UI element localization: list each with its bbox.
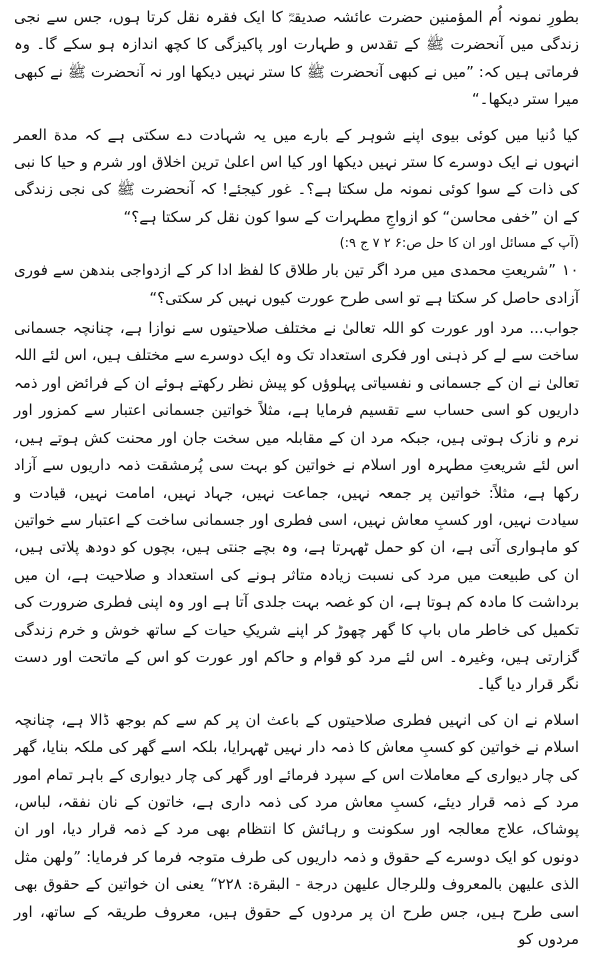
paragraph-aisha-quote: بطورِ نمونہ اُم المؤمنین حضرت عائشہ صدیقہؓ کا ایک فقرہ نقل کرتا ہوں، جس سے نجی زندگی میں آنحضرت ﷺ کے تقدس و طہارت اور پاکیزگی کا کچھ اندازہ ہو سکے گا۔ وہ فرماتی ہیں کہ: ”میں نے کبھی آنحضرت ﷺ کا ستر نہیں دیکھا اور نہ آنحضرت ﷺ نے کبھی میرا ستر دیکھا۔“ xyxy=(14,8,579,109)
islam-paragraph-text: اسلام نے ان کی انہیں فطری صلاحیتوں کے باعث ان پر کم سے کم بوجھ ڈالا ہے، چنانچہ اسلام نے خواتین کو کسبِ معاش کا ذمہ دار نہیں ٹھہرایا، بلکہ اسے گھر کی ملکہ بنایا، گھر کی چار دیواری کے معاملات اس کے سپرد فرمائے اور گھر کی چار دیواری کے باہر تمام امور مرد کے ذمہ قرار دیئے، کسبِ معاش مرد کی ذمہ داری ہے، خاتون کے نان نفقہ، لباس، پوشاک، علاج معالجہ اور سکونت و رہائش کا انتظام بھی مرد کے ذمہ قرار دیا، اور ان دونوں کو ایک دوسرے کے حقوق و ذمہ داریوں کی طرف متوجہ فرما کر فرمایا: xyxy=(14,710,579,866)
quran-verse: ”ولهن مثل الذی علیهن بالمعروف وللرجال علیهن درجة - البقرة: ۲۲۸“ xyxy=(14,847,580,894)
question-text: ”شریعتِ محمدی میں مرد اگر تین بار طلاق کا لفظ ادا کر کے ازدواجی بندھن سے فوری آزادی حاصل کر سکتا ہے تو اسی طرح عورت کیوں نہیں کر سکتی؟“ xyxy=(14,261,579,307)
question-10 xyxy=(14,257,579,312)
paragraph-commentary: کیا دُنیا میں کوئی بیوی اپنے شوہر کے بارے میں یہ شہادت دے سکتی ہے کہ مدة العمر انہوں نے ایک دوسرے کا ستر نہیں دیکھا اور کیا اس اعلیٰ ترین اخلاق اور شرم و حیا کا نبی کی ذات کے سوا کوئی نمونہ مل سکتا ہے؟۔ غور کیجئے! کہ آنحضرت ﷺ کی نجی زندگی کے ان ”خفی محاسن“ کو ازواجِ مطہرات کے سوا کون نقل کر سکتا ہے؟“ xyxy=(14,125,579,226)
answer-paragraph: جواب... مرد اور عورت کو اللہ تعالیٰ نے مختلف صلاحیتوں سے نوازا ہے، چنانچہ جسمانی ساخت سے لے کر ذہنی اور فکری استعداد تک وہ ایک دوسرے سے مختلف ہیں، اس لئے اللہ تعالیٰ نے ان کے جسمانی و نفسیاتی پہلوؤں کو پیش نظر رکھتے ہوئے ان کے فرائض اور ذمہ داریوں کو اسی حساب سے تقسیم فرمایا ہے، مثلاً خواتین جسمانی اعتبار سے کمزور اور نرم و نازک ہوتی ہیں، جبکہ مرد ان کے مقابلہ میں سخت جان اور محنت کش ہوتے ہیں، اس لئے شریعتِ مطہرہ اور اسلام نے خواتین کو بہت سی پُرمشقت ذمہ داریوں سے آزاد رکھا ہے، مثلاً: خواتین پر جمعہ نہیں، جماعت نہیں، جہاد نہیں، امامت نہیں، قیادت و سیادت نہیں، اور کسبِ معاش نہیں، اسی فطری اور جسمانی ساخت کے اعتبار سے خواتین کو ماہواری آتی ہے، ان کو حمل ٹھہرتا ہے، وہ بچے جنتی ہیں، بچوں کو دودھ پلاتی ہیں، ان کی طبیعت میں مرد کی نسبت زیادہ متاثر ہونے کی استعداد و صلاحیت ہے، ان میں برداشت کا مادہ کم ہوتا ہے، ان کو غصہ بہت جلدی آتا ہے اور وہ اپنی فطری ضرورت کی تکمیل کی خاطر ماں باپ کا گھر چھوڑ کر اپنے شریکِ حیات کے ساتھ خوش و خرم زندگی گزارتی ہیں، وغیرہ۔ اس لئے مرد کو قوام و حاکم اور عورت کو اس کے ماتحت اور دست نگر قرار دیا گیا۔ xyxy=(14,319,579,694)
question-number: ۱۰ xyxy=(560,261,579,280)
source-reference: (آپ کے مسائل اور ان کا حل ص:۶ ۲ ۷ ج ۹:) xyxy=(339,236,579,252)
verse-translation: یعنی ان خواتین کے حقوق بھی اسی طرح ہیں، جس طرح ان پر مردوں کے حقوق ہیں، معروف طریقہ کے ساتھ، اور مردوں کو xyxy=(14,875,579,948)
islam-paragraph xyxy=(14,707,579,953)
